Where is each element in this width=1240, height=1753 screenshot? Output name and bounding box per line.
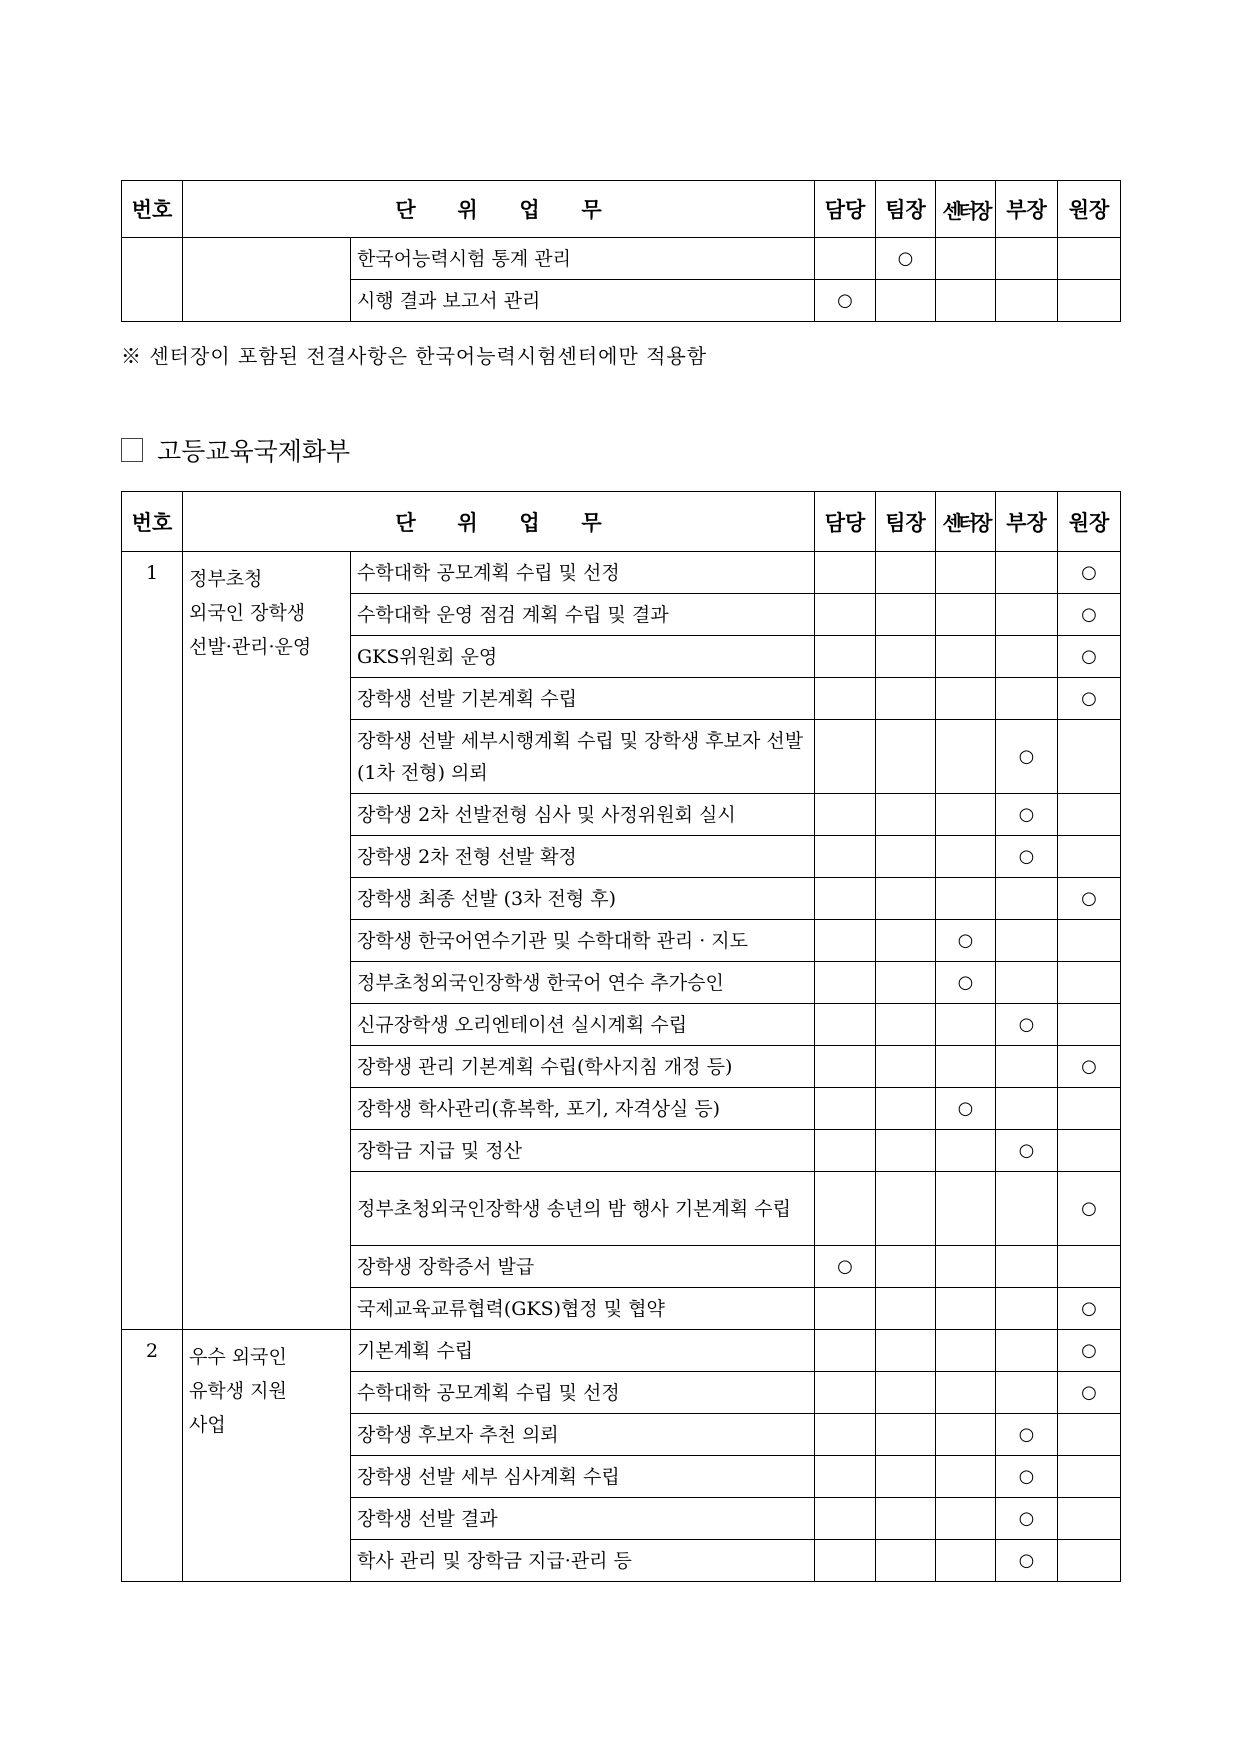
approval-mark-circle: ○ — [1081, 1056, 1097, 1077]
approval-mark-circle: ○ — [1018, 1424, 1035, 1445]
approval-cell — [936, 720, 996, 794]
approval-cell — [876, 594, 936, 636]
task-cell: 장학생 관리 기본계획 수립(학사지침 개정 등) — [351, 1046, 815, 1088]
approval-cell — [815, 552, 876, 594]
approval-cell — [1058, 1330, 1121, 1372]
approval-table-continued — [121, 180, 1121, 322]
approval-mark-circle: ○ — [1081, 888, 1097, 909]
approval-cell — [936, 1414, 996, 1456]
approval-cell — [996, 1288, 1058, 1330]
approval-cell — [936, 1288, 996, 1330]
approval-cell — [1058, 1414, 1121, 1456]
approval-cell — [936, 1330, 996, 1372]
approval-cell — [815, 1456, 876, 1498]
header-role: 원장 — [1058, 181, 1121, 238]
section-title: 고등교육국제화부 — [157, 437, 351, 466]
approval-cell — [996, 836, 1058, 878]
approval-cell — [876, 962, 936, 1004]
approval-cell — [815, 720, 876, 794]
header-role: 센터장 — [936, 181, 996, 238]
approval-cell — [996, 1414, 1058, 1456]
approval-mark-circle: ○ — [837, 290, 853, 311]
approval-cell — [996, 594, 1058, 636]
approval-mark-circle: ○ — [1018, 1140, 1035, 1161]
task-cell: 장학생 장학증서 발급 — [351, 1246, 815, 1288]
approval-cell — [996, 1330, 1058, 1372]
approval-cell — [1058, 636, 1121, 678]
approval-cell — [876, 1172, 936, 1246]
approval-cell — [876, 720, 936, 794]
header-unit-task-char: 위 — [457, 198, 478, 222]
group-name-line: 선발·관리·운영 — [189, 636, 312, 658]
approval-mark-circle: ○ — [1081, 604, 1097, 625]
header-role: 담당 — [815, 492, 876, 552]
approval-cell — [876, 1330, 936, 1372]
header-unit-task — [183, 492, 815, 552]
header-row — [122, 492, 1121, 552]
header-row — [122, 181, 1121, 238]
approval-mark-circle: ○ — [1081, 562, 1097, 583]
approval-cell — [936, 1498, 996, 1540]
approval-cell — [936, 836, 996, 878]
approval-mark-circle: ○ — [1018, 1466, 1035, 1487]
task-cell: 수학대학 운영 점검 계획 수립 및 결과 — [351, 594, 815, 636]
approval-cell — [876, 1372, 936, 1414]
approval-cell — [815, 280, 876, 322]
approval-cell — [876, 1456, 936, 1498]
approval-cell — [815, 878, 876, 920]
number-cell — [122, 238, 183, 322]
header-unit-task-char: 단 — [395, 510, 416, 535]
approval-mark-circle: ○ — [957, 972, 974, 993]
task-cell: 장학생 2차 선발전형 심사 및 사정위원회 실시 — [351, 794, 815, 836]
approval-cell — [936, 962, 996, 1004]
approval-cell — [815, 594, 876, 636]
approval-cell — [936, 1046, 996, 1088]
header-number: 번호 — [122, 181, 183, 238]
approval-cell — [876, 920, 936, 962]
approval-cell — [815, 1288, 876, 1330]
approval-cell — [936, 552, 996, 594]
header-unit-task-char: 단 — [395, 198, 416, 222]
approval-mark-circle: ○ — [1018, 1508, 1035, 1529]
approval-cell — [936, 594, 996, 636]
approval-cell — [996, 878, 1058, 920]
approval-table-higher-education — [121, 491, 1121, 1582]
approval-mark-circle: ○ — [1081, 1298, 1097, 1319]
footnote: ※ 센터장이 포함된 전결사항은 한국어능력시험센터에만 적용함 — [121, 344, 708, 368]
approval-cell — [815, 1498, 876, 1540]
task-cell: 장학생 2차 전형 선발 확정 — [351, 836, 815, 878]
approval-mark-circle: ○ — [1018, 746, 1035, 767]
approval-cell — [996, 920, 1058, 962]
header-role: 부장 — [996, 181, 1058, 238]
approval-cell — [815, 1372, 876, 1414]
header-role: 센터장 — [936, 492, 996, 552]
header-role: 원장 — [1058, 492, 1121, 552]
approval-mark-circle: ○ — [1081, 1198, 1097, 1219]
task-cell: 장학생 후보자 추천 의뢰 — [351, 1414, 815, 1456]
header-unit-task-char: 업 — [519, 198, 540, 222]
approval-cell — [815, 1172, 876, 1246]
approval-cell — [996, 1372, 1058, 1414]
task-cell: 시행 결과 보고서 관리 — [351, 280, 815, 322]
approval-cell — [936, 280, 996, 322]
approval-cell — [996, 1540, 1058, 1582]
approval-cell — [815, 962, 876, 1004]
approval-cell — [1058, 962, 1121, 1004]
approval-cell — [1058, 1088, 1121, 1130]
approval-cell — [815, 1004, 876, 1046]
approval-cell — [996, 1130, 1058, 1172]
task-cell: 정부초청외국인장학생 송년의 밤 행사 기본계획 수립 — [351, 1172, 815, 1246]
approval-cell — [996, 720, 1058, 794]
approval-cell — [936, 678, 996, 720]
approval-cell — [815, 1088, 876, 1130]
approval-cell — [1058, 1288, 1121, 1330]
task-cell: 학사 관리 및 장학금 지급·관리 등 — [351, 1540, 815, 1582]
approval-cell — [936, 636, 996, 678]
table-row — [122, 238, 1121, 280]
approval-mark-circle: ○ — [1018, 1550, 1035, 1571]
approval-cell — [815, 1130, 876, 1172]
approval-cell — [936, 238, 996, 280]
task-cell: 한국어능력시험 통계 관리 — [351, 238, 815, 280]
task-cell: 수학대학 공모계획 수립 및 선정 — [351, 1372, 815, 1414]
approval-cell — [876, 636, 936, 678]
approval-cell — [1058, 878, 1121, 920]
approval-cell — [1058, 594, 1121, 636]
approval-mark-circle: ○ — [1018, 846, 1035, 867]
approval-cell — [996, 678, 1058, 720]
number-cell: 1 — [122, 552, 183, 1330]
header-unit-task-char: 무 — [581, 198, 602, 222]
approval-cell — [876, 280, 936, 322]
approval-cell — [1058, 720, 1121, 794]
approval-cell — [876, 878, 936, 920]
header-role: 부장 — [996, 492, 1058, 552]
task-cell: 장학생 선발 결과 — [351, 1498, 815, 1540]
approval-cell — [876, 1288, 936, 1330]
approval-cell — [815, 794, 876, 836]
approval-cell — [876, 1246, 936, 1288]
approval-cell — [936, 1088, 996, 1130]
approval-cell — [996, 1456, 1058, 1498]
approval-cell — [936, 1456, 996, 1498]
approval-cell — [1058, 1498, 1121, 1540]
approval-cell — [1058, 1172, 1121, 1246]
approval-cell — [876, 1414, 936, 1456]
approval-mark-circle: ○ — [837, 1256, 853, 1277]
approval-cell — [936, 1246, 996, 1288]
approval-cell — [936, 1004, 996, 1046]
approval-cell — [815, 678, 876, 720]
section-heading — [121, 432, 350, 468]
approval-cell — [996, 280, 1058, 322]
approval-cell — [876, 836, 936, 878]
approval-cell — [996, 238, 1058, 280]
approval-cell — [815, 836, 876, 878]
task-cell: 장학생 선발 기본계획 수립 — [351, 678, 815, 720]
approval-cell — [996, 636, 1058, 678]
approval-cell — [876, 678, 936, 720]
task-cell: 국제교육교류협력(GKS)협정 및 협약 — [351, 1288, 815, 1330]
task-cell: 장학생 최종 선발 (3차 전형 후) — [351, 878, 815, 920]
approval-cell — [815, 636, 876, 678]
approval-cell — [815, 238, 876, 280]
table-row — [122, 552, 1121, 594]
number-cell: 2 — [122, 1330, 183, 1582]
approval-mark-circle: ○ — [1018, 1014, 1035, 1035]
approval-mark-circle: ○ — [1081, 1340, 1097, 1361]
approval-cell — [996, 1046, 1058, 1088]
approval-cell — [1058, 1540, 1121, 1582]
approval-cell — [876, 552, 936, 594]
approval-cell — [996, 1004, 1058, 1046]
approval-mark-circle: ○ — [1081, 646, 1097, 667]
approval-cell — [876, 1540, 936, 1582]
header-role: 담당 — [815, 181, 876, 238]
approval-cell — [876, 238, 936, 280]
approval-cell — [1058, 678, 1121, 720]
approval-cell — [996, 1498, 1058, 1540]
approval-cell — [1058, 1130, 1121, 1172]
approval-cell — [1058, 836, 1121, 878]
table-row — [122, 1330, 1121, 1372]
approval-cell — [936, 1130, 996, 1172]
approval-cell — [815, 1540, 876, 1582]
approval-cell — [1058, 1372, 1121, 1414]
approval-cell — [936, 1172, 996, 1246]
approval-mark-circle: ○ — [957, 930, 974, 951]
approval-cell — [876, 1004, 936, 1046]
approval-cell — [815, 1246, 876, 1288]
task-cell: 신규장학생 오리엔테이션 실시계획 수립 — [351, 1004, 815, 1046]
approval-cell — [996, 794, 1058, 836]
group-name-line: 우수 외국인 — [189, 1346, 287, 1368]
approval-mark-circle: ○ — [957, 1098, 974, 1119]
group-name-line: 유학생 지원 — [189, 1380, 287, 1402]
approval-cell — [936, 878, 996, 920]
approval-cell — [996, 962, 1058, 1004]
task-cell: 장학생 한국어연수기관 및 수학대학 관리 · 지도 — [351, 920, 815, 962]
approval-cell — [936, 920, 996, 962]
approval-cell — [876, 1046, 936, 1088]
approval-mark-circle: ○ — [897, 248, 914, 269]
task-cell: 장학금 지급 및 정산 — [351, 1130, 815, 1172]
approval-cell — [1058, 920, 1121, 962]
approval-cell — [1058, 1004, 1121, 1046]
task-cell: 정부초청외국인장학생 한국어 연수 추가승인 — [351, 962, 815, 1004]
approval-cell — [996, 1088, 1058, 1130]
approval-cell — [876, 1088, 936, 1130]
approval-cell — [1058, 280, 1121, 322]
header-unit-task-char: 업 — [519, 510, 540, 535]
task-cell: 장학생 선발 세부 심사계획 수립 — [351, 1456, 815, 1498]
group-name-line: 사업 — [189, 1414, 226, 1436]
approval-cell — [1058, 552, 1121, 594]
group-name-cell — [183, 552, 351, 1330]
approval-cell — [936, 794, 996, 836]
approval-cell — [996, 1246, 1058, 1288]
approval-cell — [1058, 1046, 1121, 1088]
approval-mark-circle: ○ — [1081, 688, 1097, 709]
approval-cell — [936, 1540, 996, 1582]
group-name-line: 외국인 장학생 — [189, 602, 306, 624]
approval-cell — [1058, 794, 1121, 836]
approval-cell — [815, 1046, 876, 1088]
header-role: 팀장 — [876, 492, 936, 552]
approval-mark-circle: ○ — [1018, 804, 1035, 825]
task-cell: GKS위원회 운영 — [351, 636, 815, 678]
approval-cell — [876, 1498, 936, 1540]
approval-cell — [936, 1372, 996, 1414]
group-name-line: 정부초청 — [189, 568, 263, 590]
approval-cell — [996, 552, 1058, 594]
approval-cell — [815, 1330, 876, 1372]
header-unit-task — [183, 181, 815, 238]
header-role: 팀장 — [876, 181, 936, 238]
approval-cell — [1058, 1456, 1121, 1498]
approval-cell — [996, 1172, 1058, 1246]
group-name-cell — [183, 1330, 351, 1582]
checkbox-square-icon — [121, 438, 143, 462]
task-cell: 장학생 선발 세부시행계획 수립 및 장학생 후보자 선발(1차 전형) 의뢰 — [351, 720, 815, 794]
task-cell: 수학대학 공모계획 수립 및 선정 — [351, 552, 815, 594]
header-unit-task-char: 무 — [581, 510, 602, 535]
approval-cell — [1058, 1246, 1121, 1288]
task-cell: 장학생 학사관리(휴복학, 포기, 자격상실 등) — [351, 1088, 815, 1130]
header-number: 번호 — [122, 492, 183, 552]
approval-cell — [876, 1130, 936, 1172]
approval-cell — [815, 920, 876, 962]
approval-mark-circle: ○ — [1081, 1382, 1097, 1403]
group-cell — [183, 238, 351, 322]
approval-cell — [815, 1414, 876, 1456]
task-cell: 기본계획 수립 — [351, 1330, 815, 1372]
header-unit-task-char: 위 — [457, 510, 478, 535]
approval-cell — [876, 794, 936, 836]
approval-cell — [1058, 238, 1121, 280]
